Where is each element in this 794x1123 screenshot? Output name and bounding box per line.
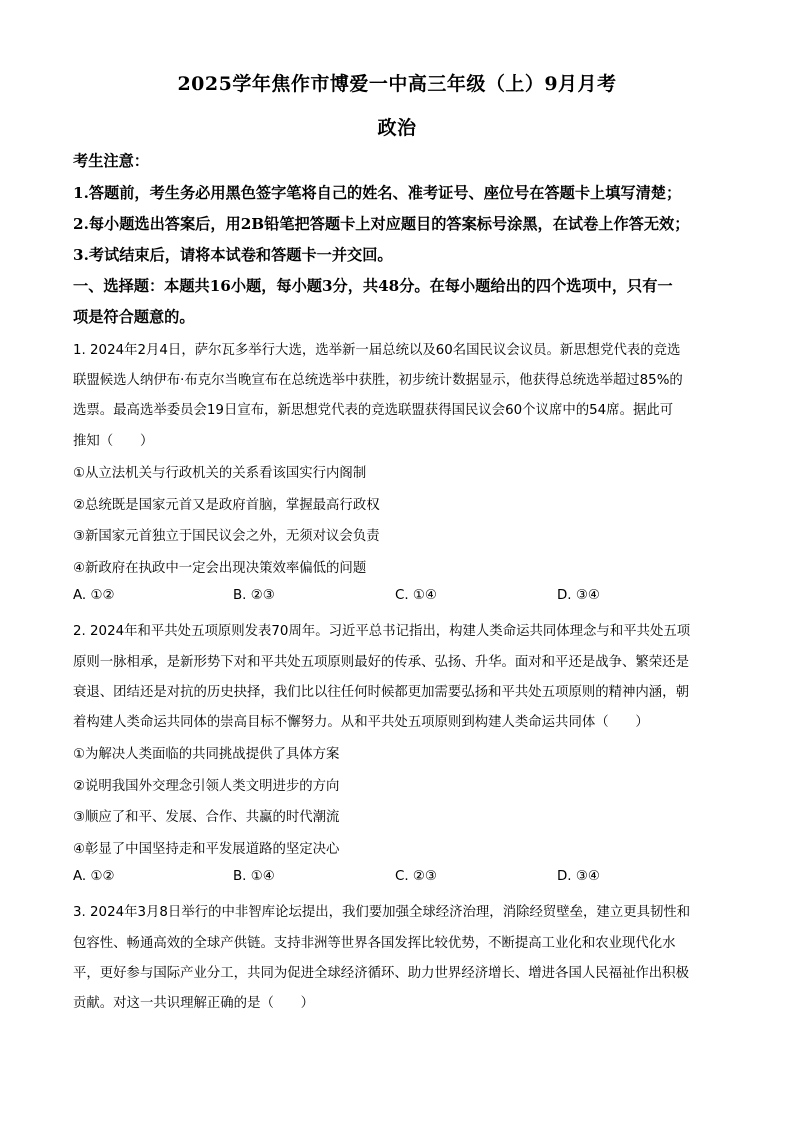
- question-3-text: 平，更好参与国际产业分工，共同为促进全球经济循环、助力世界经济增长、增进各国人民福祉作出积极: [73, 966, 689, 981]
- question-1-option-a: A. ①②: [73, 588, 115, 603]
- question-1-text: 推知（ ）: [73, 434, 154, 449]
- section-heading-cont: 项是符合题意的。: [73, 308, 195, 326]
- question-2-option-b: B. ①④: [233, 869, 275, 884]
- question-1-statement: ②总统既是国家元首又是政府首脑，掌握最高行政权: [73, 498, 380, 513]
- question-1-statement: ③新国家元首独立于国民议会之外，无须对议会负责: [73, 529, 380, 544]
- question-2-option-a: A. ①②: [73, 869, 115, 884]
- notice-heading: 考生注意：: [73, 152, 149, 170]
- question-1-text: 选票。最高选举委员会19日宣布，新思想党代表的竞选联盟获得国民议会60个议席中的54席。据此可: [73, 403, 674, 418]
- question-2-text: 原则一脉相承，是新形势下对和平共处五项原则最好的传承、弘扬、升华。面对和平还是战争、繁荣还是: [73, 655, 689, 670]
- question-1-option-b: B. ②③: [233, 588, 275, 603]
- question-3-text: 贡献。对这一共识理解正确的是（ ）: [73, 996, 315, 1011]
- notice-item: 2.每小题选出答案后，用2B铅笔把答题卡上对应题目的答案标号涂黑，在试卷上作答无效；: [73, 215, 690, 233]
- question-1-statement: ④新政府在执政中一定会出现决策效率偏低的问题: [73, 561, 367, 576]
- question-2-option-c: C. ②③: [395, 869, 437, 884]
- exam-title: 2025学年焦作市博爱一中高三年级（上）9月月考: [177, 73, 617, 95]
- notice-item: 1.答题前，考生务必用黑色签字笔将自己的姓名、准考证号、座位号在答题卡上填写清楚；: [73, 184, 682, 202]
- question-2-option-d: D. ③④: [557, 869, 600, 884]
- question-1-option-c: C. ①④: [395, 588, 437, 603]
- question-3-text: 3. 2024年3月8日举行的中非智库论坛提出，我们要加强全球经济治理，消除经贸壁垒，建立更具韧性和: [73, 905, 691, 920]
- question-1-option-d: D. ③④: [557, 588, 600, 603]
- question-1-text: 1. 2024年2月4日，萨尔瓦多举行大选，选举新一届总统以及60名国民议会议员。新思想党代表的竞选: [73, 343, 681, 358]
- notice-item: 3.考试结束后，请将本试卷和答题卡一并交回。: [73, 246, 393, 264]
- question-1-text: 联盟候选人纳伊布·布克尔当晚宣布在总统选举中获胜，初步统计数据显示，他获得总统选举超过85%的: [73, 373, 683, 388]
- question-2-text: 2. 2024年和平共处五项原则发表70周年。习近平总书记指出，构建人类命运共同体理念与和平共处五项: [73, 624, 691, 639]
- question-2-statement: ③顺应了和平、发展、合作、共赢的时代潮流: [73, 810, 340, 825]
- question-2-statement: ②说明我国外交理念引领人类文明进步的方向: [73, 779, 340, 794]
- question-2-statement: ④彰显了中国坚持走和平发展道路的坚定决心: [73, 842, 340, 857]
- question-2-text: 着构建人类命运共同体的崇高目标不懈努力。从和平共处五项原则到构建人类命运共同体（ ）: [73, 715, 649, 730]
- question-2-text: 衰退、团结还是对抗的历史抉择，我们比以往任何时候都更加需要弘扬和平共处五项原则的精神内涵，朝: [73, 685, 689, 700]
- question-2-statement: ①为解决人类面临的共同挑战提供了具体方案: [73, 747, 340, 762]
- question-1-statement: ①从立法机关与行政机关的关系看该国实行内阁制: [73, 466, 367, 481]
- section-heading: 一、选择题：本题共16小题，每小题3分，共48分。在每小题给出的四个选项中，只有一: [73, 277, 673, 295]
- question-3-text: 包容性、畅通高效的全球产供链。支持非洲等世界各国发挥比较优势，不断提高工业化和农业现代化水: [73, 936, 676, 951]
- subject-title: 政治: [377, 117, 417, 139]
